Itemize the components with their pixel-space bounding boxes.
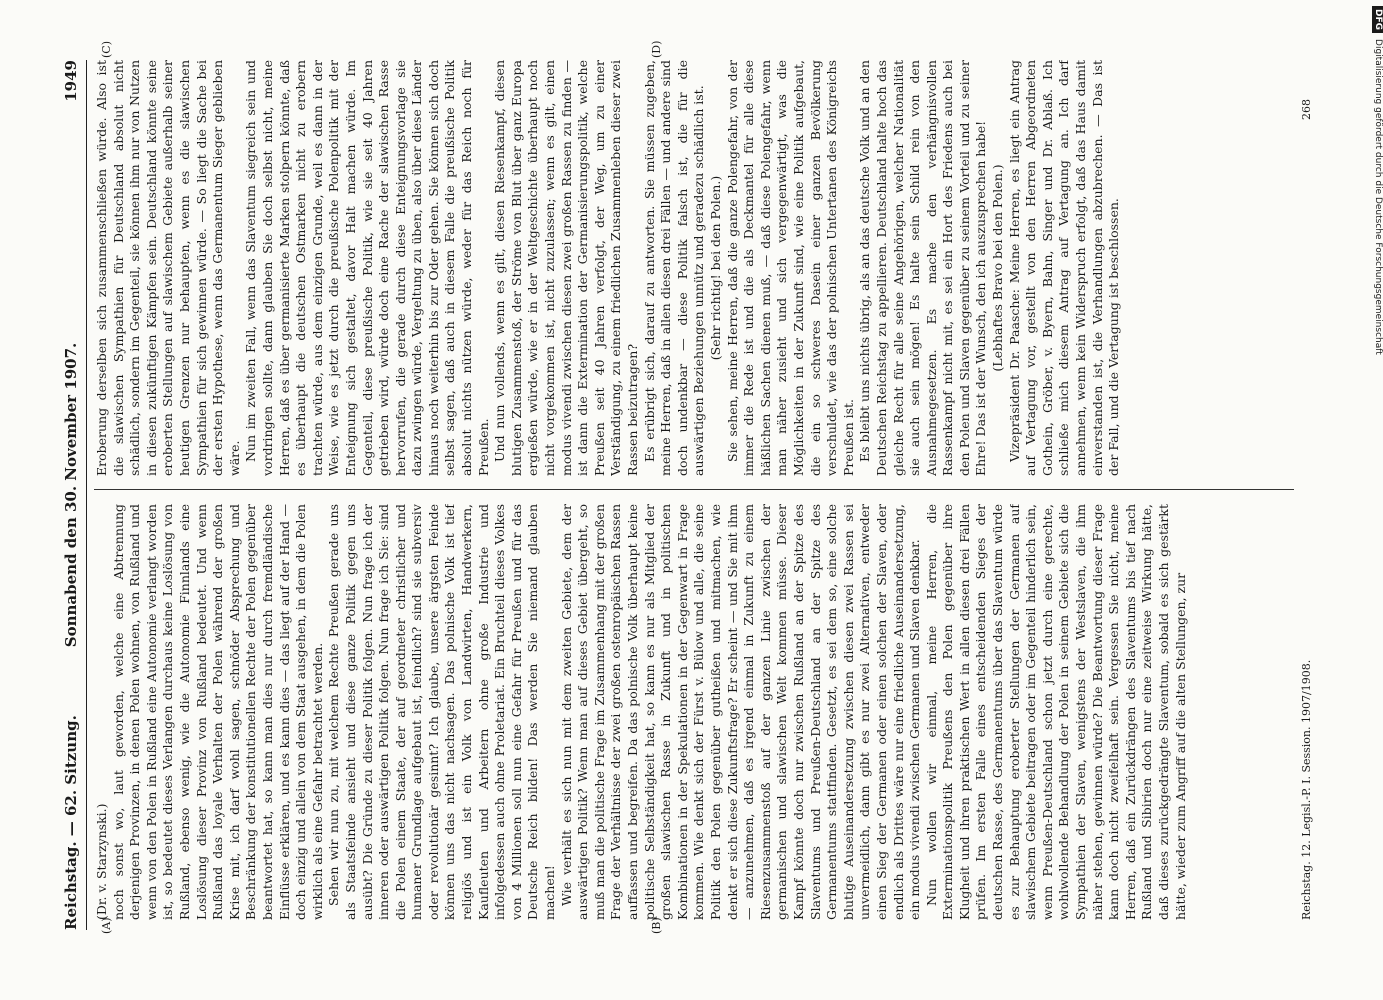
paragraph: Sehen wir nun zu, mit welchem Rechte Preußen gerade uns als Staatsfeinde ansieht und diese ganze Politik gegen uns ausübt? Die Gründe zu dieser Politik folgen. Nun frage ich der inneren oder auswärtigen Politik folgen. Nun frage ich Sie: sind die Polen einem Staate, der auf geordneter christlicher und humaner Grundlage aufgebaut ist, feindlich? sind sie subversiv oder revolutionär gesinnt? Ich glaube, unsere ärgsten Feinde können uns das nicht nachsagen. Das polnische Volk ist tief religiös und ist ein Volk von Landwirten, Handwerkern, Kaufleuten und Arbeitern ohne große Industrie und infolgedessen auch ohne Proletariat. Ein Bruchteil dieses Volkes von 4 Millionen soll nun eine Gefahr für Preußen und für das Deutsche Reich bilden! Das werden Sie niemand glauben machen! [326,504,558,920]
paragraph: Wie verhält es sich nun mit dem zweiten Gebiete, dem der auswärtigen Politik? Wenn man auf dieses Gebiet übergeht, so muß man die politische Frage im Zusammenhang mit der großen Frage der Verhältnisse der zwei großen ostenropäischen Rassen auffassen und begreifen. Da das polnische Volk überhaupt keine politische Selbständigkeit hat, so kann es nur als Mitglied der großen slawischen Rasse in Zukunft und in politischen Kombinationen in der Spekulationen in der Gegenwart in Frage kommen. Wie denkt sich der Fürst v. Bülow und alle, die seine Politik den Polen gegenüber gutheißen und mitmachen, wie denkt er sich diese Zukunftsfrage? Er scheint — und Sie mit ihm — anzunehmen, daß es irgend einmal in Zukunft zu einem Riesenzusammenstoß auf der ganzen Linie zwischen der germanischen und slawischen Welt kommen müsse. Dieser Kampf könnte doch nur zwischen Rußland an der Spitze des Slaventums und Preußen-Deutschland an der Spitze des Germanentums stattfinden. Gesetzt, es sei dem so, eine solche blutige Auseinandersetzung zwischen diesen zwei Rassen sei unvermeidlich, dann gibt es nur zwei Alternativen, entweder einen Sieg der Germanen oder einen solchen der Slaven, oder endlich als Drittes wäre nur eine friedliche Auseinandersetzung, ein modus vivendi zwischen Germanen und Slaven denkbar. [558,504,923,920]
paragraph: Sie sehen, meine Herren, daß die ganze Polengefahr, von der immer die Rede ist und die als Deckmantel für alle diese häßlichen Sachen dienen muß, — daß diese Polengefahr, wenn man näher zusieht und sich vergegenwärtigt, was die Möglichkeiten in der Zukunft sind, wie eine Politik aufgebaut, die ein so schweres Dasein einer ganzen Bevölkerung verschuldet, wie das der polnischen Untertanen des Königreichs Preußen ist. [724,60,856,476]
footer-session: Reichstag. 12. Legisl.-P. I. Session. 1907/1908. [1300,659,1313,920]
paragraph: noch sonst wo, laut geworden, welche eine Abtrennung derjenigen Provinzen, in denen Polen wohnen, von Rußland und wenn von den Polen in Rußland eine Autonomie verlangt worden ist, so bedeutet dieses Verlangen durchaus keine Loslösung von Rußland, ebenso wenig, wie die Autonomie Finnlands eine Loslösung dieser Provinz von Rußland bedeutet. Und wenn Rußland das loyale Verhalten der Polen während der großen Krise mit, ich darf wohl sagen, schnöder Absprechung und Beschränkung der konstitutionellen Rechte der Polen gegenüber beantwortet hat, so kann man dies nur durch fremdländische Einflüsse erklären, und es kann dies — das liegt auf der Hand — doch einzig und allein von dem Staat ausgehen, in dem die Polen wirklich als eine Gefahr betrachtet werden. [110,504,325,920]
speaker-line: (Dr. v. Starzynski.) [94,803,109,920]
dfg-logo: DFG [1372,6,1383,33]
funding-note [1372,6,1383,994]
margin-marker-b: (B) [650,917,663,934]
margin-marker-a: (A) [100,917,113,934]
page-header [62,60,84,930]
header-rule [86,60,87,930]
paragraph: Nun im zweiten Fall, wenn das Slaventum siegreich sein und vordringen sollte, dann glauben Sie doch selbst nicht, meine Herren, daß es über germanisierte Marken stolpern könnte, daß es überhaupt die deutschen Ostmarken nicht zu erobern trachten würde, aus dem einzigen Grunde, weil es dann in der Weise, wie es jetzt durch die preußische Polenpolitik mit der Enteignung sich gestaltet, davor Halt machen würde. Im Gegenteil, diese preußische Politik, wie sie seit 40 Jahren getrieben wird, würde doch eine Rache der slawischen Rasse hervorrufen, die gerade durch diese Enteignungsvorlage sie dazu zwingen würde, Vergeltung zu üben, also über diese Länder hinaus noch weiterhin bis zur Oder gehen. Sie können sich doch selbst sagen, daß auch in diesem Falle die preußische Politik absolut nichts nützen würde, weder für das Reich noch für Preußen. [243,60,491,476]
interjection: (Lebhaftes Bravo bei den Polen.) [990,164,1006,372]
page-number: 1949 [62,60,80,102]
right-column [94,60,1294,476]
paragraph: Und nun vollends, wenn es gilt, diesen Riesenkampf, diesen blutigen Zusammenstoß, der Ströme von Blut über ganz Europa ergießen würde, wie er in der Weltgeschichte überhaupt noch nicht vorgekommen ist, nicht zuzulassen; wenn es gilt, einen modus vivendi zwischen diesen zwei großen Rassen zu finden — ist dann die Extermination der Germanisierungspolitik, welche Preußen seit 40 Jahren verfolgt, der Weg, um zu einer Verständigung, zu einem friedlichen Zusammenleben dieser zwei Rassen beizutragen? [492,60,640,476]
header-date: Sonnabend den 30. November 1907. [62,342,80,648]
header-left: Reichstag. — 62. Sitzung. [62,715,80,930]
left-column [94,504,1294,920]
interjection: (Sehr richtig! bei den Polen.) [707,175,723,361]
funding-text: Digitalisierung gefördert durch die Deutsche Forschungsgemeinschaft [1373,39,1383,355]
paragraph: Es bleibt uns nichts übrig, als an das deutsche Volk und an den Deutschen Reichstag zu appellieren. Deutschland halte hoch das gleiche Recht für alle seine Angehörigen, welcher Nationalität sie auch sein mögen! Es halte sein Schild rein von den Ausnahmegesetzen. Es mache den verhängnisvollen Rassenkampf nicht mit, es sei ein Hort des Friedens auch bei den Polen und Slaven gegenüber zu seinem Vorteil und zu seiner Ehre! Das ist der Wunsch, den ich auszusprechen habe! [857,60,989,476]
margin-marker-c: (C) [100,41,113,58]
margin-marker-d: (D) [650,40,663,58]
footer-sheet-number: 268 [1300,99,1313,120]
paragraph: Vizepräsident Dr. Paasche: Meine Herren, es liegt ein Antrag auf Vertagung vor, gestellt von den Herren Abgeordneten Gothein, Gröber, v. Byern, Bahn, Singer und Dr. Ablaß. Ich schließe mich diesem Antrag auf Vertagung an. Ich darf annehmen, wenn kein Widerspruch erfolgt, daß das Haus damit einverstanden ist, die Verhandlungen abzubrechen. — Das ist der Fall, und die Vertagung ist beschlossen. [1006,60,1122,476]
column-rule [94,489,1294,490]
paragraph: Es erübrigt sich, darauf zu antworten. Sie müssen zugeben, meine Herren, daß in allen diesen drei Fällen — und andere sind doch undenkbar — diese Politik falsch ist, die für die auswärtigen Beziehungen unnütz und geradezu schädlich ist. [641,60,707,476]
paragraph: Nun wollen wir einmal, meine Herren, die Exterminationspolitik Preußens den Polen gegenüber ihre Klugheit und ihren praktischen Wert in allen diesen drei Fällen prüfen. Im ersten Falle eines entscheidenden Sieges der deutschen Rasse, des Germanentums über das Slaventum würde es zur Behauptung eroberter Stellungen der Germanen auf slawischem Gebiete beitragen oder im Gegenteil hinderlich sein, wenn Preußen-Deutschland schon jetzt durch eine gerechte, wohlwollende Behandlung der Polen in seinem Gebiete sich die Sympathien der Slaven, wenigstens der Westslaven, die ihm näher stehen, gewinnen würde? Die Beantwortung dieser Frage kann doch nicht zweifelhaft sein. Vergessen Sie nicht, meine Herren, daß ein Zurückdrängen des Slaventums bis tief nach Rußland und Sibirien doch nur eine zeitweise Wirkung hätte, daß dieses zurückgedrängte Slaventum, sobald es sich gestärkt hätte, wieder zum Angriff auf die alten Stellungen, zur [923,504,1188,920]
paragraph: Eroberung derselben sich zusammenschließen würde. Also ist die slawischen Sympathien für Deutschland absolut nicht schädlich, sondern im Gegenteil, sie können ihm nur von Nutzen in diesen zukünftigen Kämpfen sein. Deutschland könnte seine eroberten Stellungen auf slawischem Gebiete außerhalb seiner heutigen Grenzen nur behaupten, wenn es die slawischen Sympathien für sich gewinnen würde. — So liegt die Sache bei der ersten Hypothese, wenn das Germanentum Sieger geblieben wäre. [94,60,242,476]
